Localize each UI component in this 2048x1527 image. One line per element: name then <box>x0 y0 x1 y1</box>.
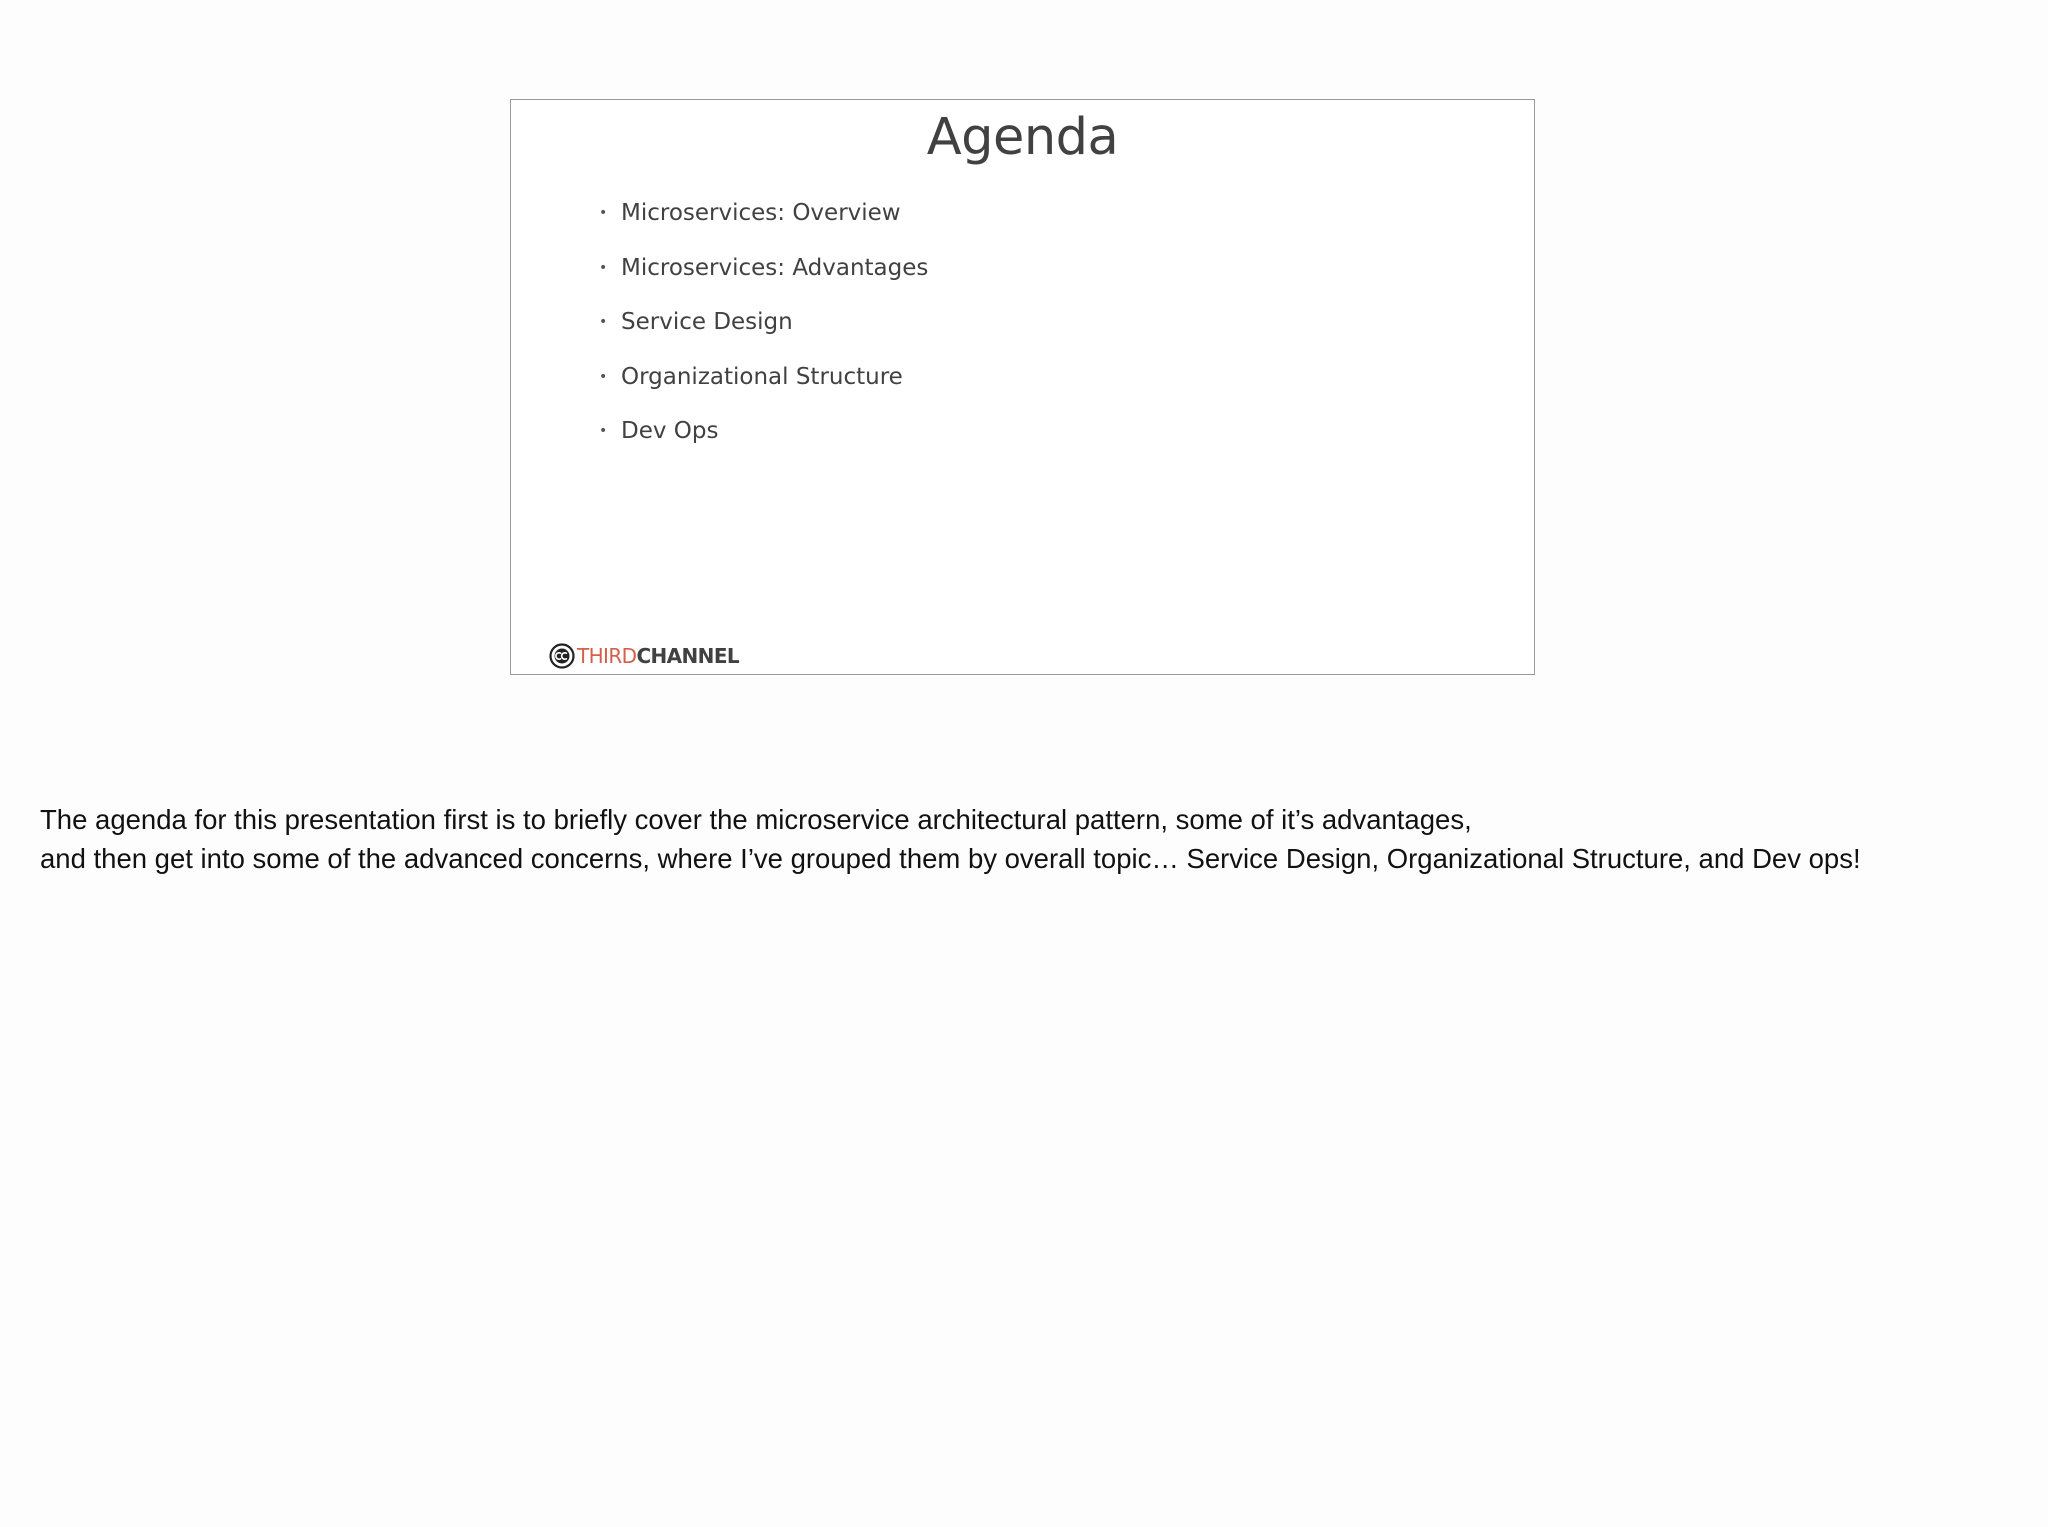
logo-word-channel: CHANNEL <box>636 644 740 668</box>
bullet-icon: • <box>599 314 608 331</box>
agenda-item-label: Service Design <box>621 309 793 336</box>
presenter-notes <box>40 800 2020 878</box>
bullet-icon: • <box>599 259 608 276</box>
agenda-item-overview <box>599 186 928 241</box>
agenda-item-dev-ops <box>599 404 928 459</box>
notes-line-1: The agenda for this presentation first is to briefly cover the microservice architectural pattern, some of it’s advantages, <box>40 804 1472 835</box>
agenda-item-label: Microservices: Advantages <box>621 254 929 281</box>
agenda-list <box>599 186 928 459</box>
agenda-item-service-design <box>599 295 928 350</box>
thirdchannel-logo-icon <box>549 643 575 669</box>
thirdchannel-logo <box>549 642 739 670</box>
bullet-icon: • <box>599 368 608 385</box>
notes-line-2: and then get into some of the advanced concerns, where I’ve grouped them by overall topic… Service Design, Organizational Structure, and Dev ops! <box>40 843 1861 874</box>
logo-word-third: THIRD <box>577 644 637 668</box>
bullet-icon: • <box>599 423 608 440</box>
bullet-icon: • <box>599 205 608 222</box>
slide-preview <box>510 99 1535 675</box>
agenda-item-label: Dev Ops <box>621 418 719 445</box>
agenda-item-label: Organizational Structure <box>621 363 903 390</box>
agenda-item-advantages <box>599 241 928 296</box>
slide-title: Agenda <box>926 108 1119 167</box>
agenda-item-organizational-structure <box>599 350 928 405</box>
agenda-item-label: Microservices: Overview <box>621 200 901 227</box>
